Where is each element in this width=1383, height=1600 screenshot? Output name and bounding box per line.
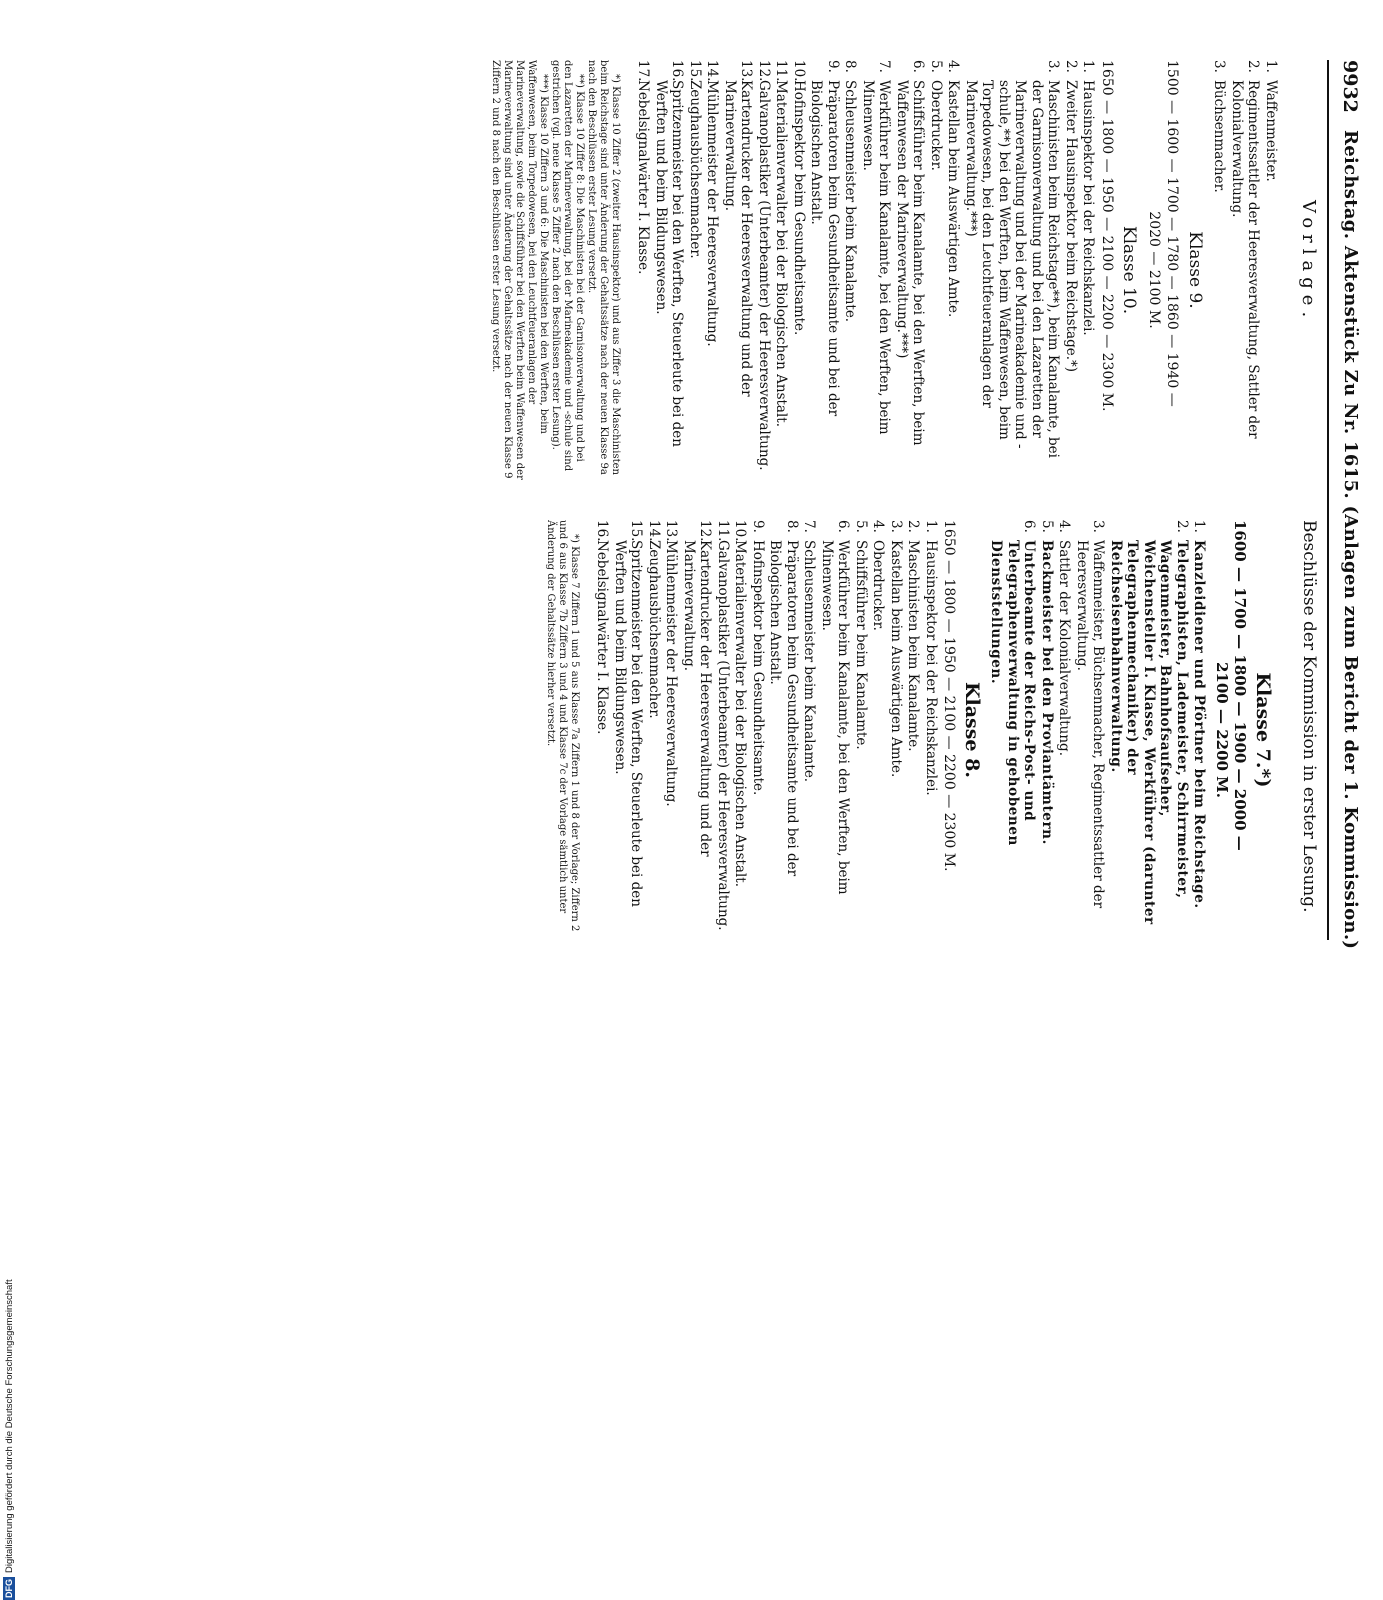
- item-text: Schleusenmeister beim Kanalamte.: [801, 540, 818, 783]
- item-text: Unterbeamte der Reichs-Post- und Telegraphenverwaltung in gehobenen Dienststellungen.: [988, 540, 1038, 846]
- item-text: Schiffsführer beim Kanalamte, bei den Werften, beim Waffenwesen der Marineverwaltung.***): [894, 80, 927, 446]
- item-text: Kastellan beim Auswärtigen Amte.: [888, 540, 904, 778]
- right-column-heading: Beschlüsse der Kommission in erster Lesung.: [1299, 520, 1319, 913]
- item-number: 17.: [635, 60, 652, 82]
- left-footnotes: [489, 60, 621, 480]
- item-number: 1.: [923, 520, 939, 533]
- item-text: Hofinspektor beim Gesundheitsamte.: [791, 80, 807, 336]
- digitization-credit: [0, 1200, 18, 1600]
- list-item: [819, 520, 852, 940]
- item-text: Kanzleidiener und Pförtner beim Reichstage.: [1191, 540, 1208, 909]
- list-item: [612, 520, 645, 940]
- item-number: 14.: [646, 520, 662, 542]
- item-text: Kastellan beim Auswärtigen Amte.: [945, 80, 962, 318]
- item-number: 5.: [1039, 520, 1055, 533]
- item-number: 9.: [825, 60, 841, 73]
- item-number: 4.: [870, 520, 887, 533]
- item-text: Spritzenmeister bei den Werften, Steuerleute bei den Werften und beim Bildungswesen.: [612, 540, 645, 907]
- item-text: Materialienverwalter bei der Biologischen Anstalt.: [732, 540, 749, 887]
- class10-pay: 1650 — 1800 — 1950 — 2100 — 2200 — 2300 M.: [1099, 60, 1115, 412]
- item-text: Galvanoplastiker (Unterbeamter) der Heeresverwaltung.: [715, 540, 731, 931]
- class10-title: Klasse 10.: [1119, 225, 1140, 315]
- class8-title: Klasse 8.: [961, 682, 983, 778]
- class7-list: [988, 520, 1208, 940]
- list-item: [767, 520, 800, 940]
- list-item: [1211, 60, 1228, 480]
- item-text: Spritzenmeister bei den Werften, Steuerleute bei den Werften und beim Bildungswesen.: [653, 80, 686, 447]
- item-number: 1.: [1263, 60, 1279, 73]
- item-text: Zeughausbüchsenmacher.: [687, 80, 703, 259]
- item-text: Maschinisten beim Kanalamte.: [905, 540, 922, 752]
- item-number: 7.: [876, 60, 893, 73]
- list-item: [1056, 520, 1073, 940]
- list-item: [801, 520, 818, 940]
- item-text: Präparatoren beim Gesundheitsamte und bei der Biologischen Anstalt.: [808, 80, 841, 417]
- list-item: [646, 520, 663, 940]
- item-number: 3.: [1090, 520, 1107, 533]
- class10-list: [635, 60, 1097, 480]
- class7-pay-cont: 2100 — 2200 M.: [1213, 662, 1231, 798]
- left-column-heading: Vorlage.: [1298, 200, 1319, 324]
- list-item: [888, 520, 905, 940]
- list-item: [687, 60, 704, 480]
- list-item: [963, 60, 1062, 480]
- item-text: Oberdrucker.: [870, 540, 887, 631]
- item-text: Hausinspektor bei der Reichskanzlei.: [1080, 80, 1097, 336]
- item-text: Oberdrucker.: [928, 80, 944, 171]
- left-intro-list: [1211, 60, 1279, 480]
- page-header: [1329, 60, 1369, 950]
- class8-pay: 1650 — 1800 — 1950 — 2100 — 2200 — 2300 M.: [941, 520, 958, 872]
- list-item: [653, 60, 686, 480]
- item-number: 9.: [750, 520, 766, 533]
- item-number: 3.: [1211, 60, 1228, 73]
- class9-pay-cont: 2020 — 2100 M.: [1146, 211, 1162, 329]
- item-number: 12.: [756, 60, 772, 82]
- item-text: Galvanoplastiker (Unterbeamter) der Heeresverwaltung.: [756, 80, 772, 471]
- list-item: [594, 520, 611, 940]
- credit-text: Digitalisierung gefördert durch die Deutsche Forschungsgemeinschaft: [3, 1279, 15, 1573]
- list-item: [791, 60, 808, 480]
- list-item: [894, 60, 927, 480]
- item-text: Backmeister bei den Proviantämtern.: [1039, 540, 1055, 845]
- item-number: 6.: [1021, 520, 1038, 533]
- item-number: 15.: [628, 520, 645, 542]
- list-item: [928, 60, 945, 480]
- footnote: ***) Klasse 10 Ziffern 3 und 6: Die Maschinisten bei den Werften, beim Waffenwesen, beim Torpedowesen, bei den Leuchtfeueranlagen der Marineverwaltung, sowie die Schiffsführer bei den Werften beim Waffenwesen der Marineverwaltung sind unter Änderung der Gehaltssätze nach der neuen Klasse 9 Ziffern 2 und 8 nach den Beschlüssen erster Lesung versetzt.: [490, 60, 549, 480]
- item-number: 14.: [704, 60, 721, 82]
- left-column: [489, 60, 1279, 480]
- footnote: **) Klasse 10 Ziffer 8: Die Maschinisten bei der Garnisonverwaltung und bei den Lazaretten der Marineverwaltung, bei der Marineakademie und -schule sind gestrichen (vgl. neue Klasse 5 Ziffer 2 nach den Beschlüssen erster Lesung).: [550, 60, 585, 472]
- list-item: [704, 60, 721, 480]
- item-number: 5.: [853, 520, 869, 533]
- item-text: Waffenmeister, Büchsenmacher, Regimentssattler der Heeresverwaltung.: [1074, 540, 1107, 909]
- list-item: [635, 60, 652, 480]
- list-item: [773, 60, 790, 480]
- list-item: [681, 520, 714, 940]
- item-text: Schiffsführer beim Kanalamte.: [853, 540, 869, 750]
- list-item: [842, 60, 859, 480]
- item-number: 11.: [773, 60, 790, 82]
- item-number: 10.: [791, 60, 807, 82]
- item-number: 1.: [1191, 520, 1208, 533]
- item-number: 13.: [663, 520, 680, 542]
- right-footnote: *) Klasse 7 Ziffern 1 und 5 aus Klasse 7a Ziffern 1 und 8 der Vorlage; Ziffern 2 und 6 aus Klasse 7b Ziffern 3 und 4 und Klasse 7c der Vorlage sämtlich unter Änderung der Gehaltssätze hierher versetzt.: [545, 520, 580, 932]
- item-number: 8.: [784, 520, 800, 533]
- page-number: 9932: [1339, 60, 1361, 113]
- item-text: Sattler der Kolonialverwaltung.: [1056, 540, 1073, 756]
- item-number: 2.: [1245, 60, 1262, 73]
- item-number: 13.: [738, 60, 755, 82]
- list-item: [853, 520, 870, 940]
- list-item: [663, 520, 680, 940]
- item-text: Mühlenmeister der Heeresverwaltung.: [663, 540, 680, 807]
- list-item: [750, 520, 767, 940]
- item-number: 16.: [594, 520, 611, 542]
- list-item: [1063, 60, 1080, 480]
- list-item: [808, 60, 841, 480]
- item-number: 1.: [1080, 60, 1097, 73]
- item-text: Hofinspektor beim Gesundheitsamte.: [750, 540, 766, 796]
- list-item: [905, 520, 922, 940]
- running-title: Reichstag. Aktenstück Zu Nr. 1615. (Anlagen zum Bericht der 1. Kommission.): [1340, 130, 1361, 950]
- class9-title: Klasse 9.: [1185, 231, 1205, 309]
- list-item: [1263, 60, 1280, 480]
- list-item: [1108, 520, 1191, 940]
- item-number: 4.: [945, 60, 962, 73]
- list-item: [715, 520, 732, 940]
- item-text: Waffenmeister.: [1263, 80, 1279, 182]
- item-number: 2.: [1174, 520, 1190, 533]
- item-text: Werkführer beim Kanalamte, bei den Werften, beim Minenwesen.: [819, 540, 852, 895]
- class8-list: [594, 520, 939, 940]
- list-item: [722, 60, 755, 480]
- list-item: [1191, 520, 1208, 940]
- item-number: 11.: [715, 520, 731, 542]
- item-text: Kartendrucker der Heeresverwaltung und der Marineverwaltung.: [722, 80, 755, 397]
- header-rule: [1327, 60, 1329, 940]
- list-item: [860, 60, 893, 480]
- item-number: 7.: [801, 520, 818, 533]
- item-text: Schleusenmeister beim Kanalamte.: [842, 80, 859, 323]
- item-text: Präparatoren beim Gesundheitsamte und bei der Biologischen Anstalt.: [767, 540, 800, 877]
- list-item: [1080, 60, 1097, 480]
- item-number: 16.: [669, 60, 686, 82]
- right-column: [544, 520, 1279, 940]
- item-text: Hausinspektor bei der Reichskanzlei.: [923, 540, 939, 796]
- item-number: 10.: [732, 520, 749, 542]
- item-number: 15.: [687, 60, 703, 82]
- item-text: Maschinisten beim Reichstage**), beim Kanalamte, bei der Garnisonverwaltung und bei den Lazaretten der Marineverwaltung und bei der Marineakademie und -schule,**) bei den Werften, beim Waffenwesen, beim Torpedowesen, bei den Leuchtfeueranlagen der Marineverwaltung.***): [963, 80, 1062, 458]
- item-text: Mühlenmeister der Heeresverwaltung.: [704, 80, 721, 347]
- footnote: *) Klasse 10 Ziffer 2 (zweiter Hausinspektor) und aus Ziffer 3 die Maschinisten beim Reichstage sind unter Änderung der Gehaltssätze nach der neuen Klasse 9a nach den Beschlüssen erster Lesung versetzt.: [586, 60, 621, 475]
- dfg-logo: DFG: [4, 1579, 14, 1598]
- item-text: Zweiter Hausinspektor beim Reichstage.*): [1063, 80, 1079, 373]
- item-text: Nebelsignalwärter I. Klasse.: [594, 540, 611, 735]
- class7-pay: 1600 — 1700 — 1800 — 1900 — 2000 —: [1231, 520, 1250, 851]
- item-number: 8.: [842, 60, 859, 73]
- list-item: [732, 520, 749, 940]
- item-text: Nebelsignalwärter I. Klasse.: [635, 80, 652, 275]
- item-text: Werkführer beim Kanalamte, bei den Werften, beim Minenwesen.: [860, 80, 893, 435]
- list-item: [945, 60, 962, 480]
- list-item: [1074, 520, 1107, 940]
- item-text: Büchsenmacher.: [1211, 80, 1228, 193]
- list-item: [923, 520, 940, 940]
- class7-title: Klasse 7.*): [1252, 672, 1274, 788]
- item-number: 2.: [905, 520, 922, 533]
- item-text: Kartendrucker der Heeresverwaltung und der Marineverwaltung.: [681, 540, 714, 857]
- item-number: 5.: [928, 60, 944, 73]
- item-text: Materialienverwalter bei der Biologischen Anstalt.: [773, 80, 790, 427]
- item-number: 6.: [835, 520, 852, 533]
- item-number: 4.: [1056, 520, 1073, 533]
- item-number: 2.: [1063, 60, 1079, 73]
- list-item: [870, 520, 887, 940]
- list-item: [988, 520, 1038, 940]
- item-number: 12.: [697, 520, 714, 542]
- item-text: Zeughausbüchsenmacher.: [646, 540, 662, 719]
- item-number: 3.: [888, 520, 904, 533]
- list-item: [756, 60, 773, 480]
- class9-pay: 1500 — 1600 — 1700 — 1780 — 1860 — 1940 —: [1164, 60, 1181, 407]
- list-item: [1039, 520, 1056, 940]
- list-item: [1229, 60, 1262, 480]
- item-text: Regimentssattler der Heeresverwaltung, Sattler der Kolonialverwaltung.: [1229, 80, 1262, 439]
- item-number: 6.: [910, 60, 927, 73]
- item-number: 3.: [1045, 60, 1062, 73]
- item-text: Telegraphisten, Lademeister, Schirrmeister, Wagenmeister, Bahnhofsaufseher, Weichensteller I. Klasse, Werkführer (darunter Telegraphenmechaniker) der Reichseisenbahnverwaltung.: [1108, 540, 1190, 925]
